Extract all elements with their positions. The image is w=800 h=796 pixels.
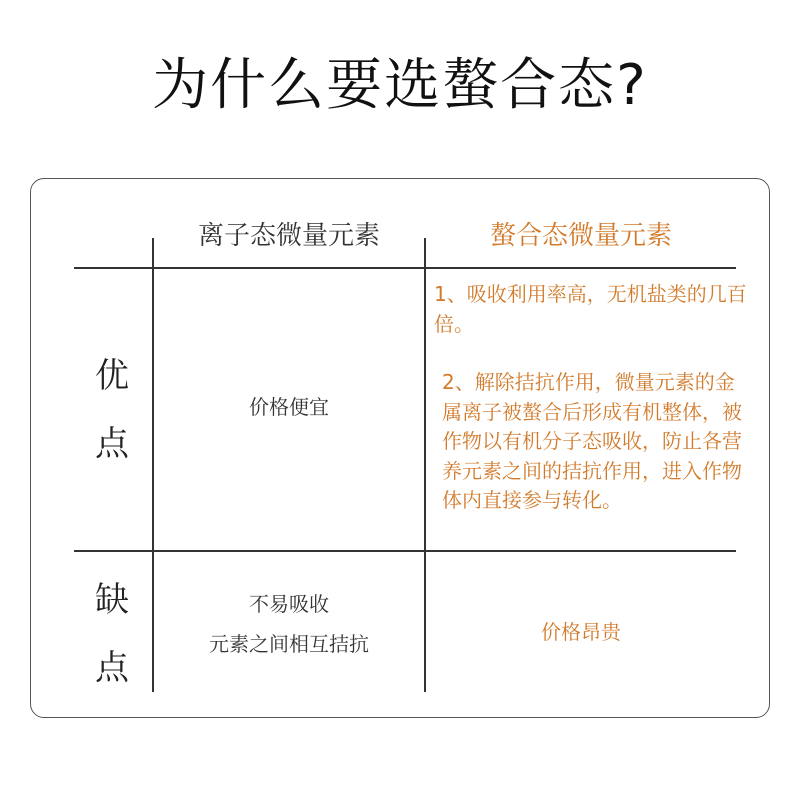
row-label-advantages <box>82 342 142 478</box>
row-label-disadvantages <box>82 566 142 702</box>
disadvantage-ionic-point-2: 元素之间相互拮抗 <box>209 632 369 656</box>
row-label-char: 点 <box>95 648 129 688</box>
header-divider <box>74 267 736 269</box>
advantage-chelated-point-2: 2、解除拮抗作用，微量元素的金属离子被螯合后形成有机整体，被作物以有机分子态吸收，防止各营养元素之间的拮抗作用，进入作物体内直接参与转化。 <box>442 370 742 512</box>
advantage-chelated-point-1: 1、吸收利用率高，无机盐类的几百倍。 <box>434 282 747 336</box>
disadvantage-ionic <box>154 584 424 664</box>
header-ionic-trace-elements: 离子态微量元素 <box>197 221 380 251</box>
advantage-chelated <box>434 280 750 516</box>
row-label-char: 缺 <box>95 580 129 620</box>
disadvantage-chelated: 价格昂贵 <box>541 620 621 644</box>
page-title: 为什么要选螯合态? <box>152 53 648 118</box>
row-label-char: 优 <box>95 356 129 396</box>
disadvantage-ionic-point-1: 不易吸收 <box>249 592 329 616</box>
row-label-char: 点 <box>95 424 129 464</box>
header-chelated-trace-elements: 螯合态微量元素 <box>489 221 672 251</box>
advantage-ionic: 价格便宜 <box>249 395 329 419</box>
row-divider <box>74 550 736 552</box>
